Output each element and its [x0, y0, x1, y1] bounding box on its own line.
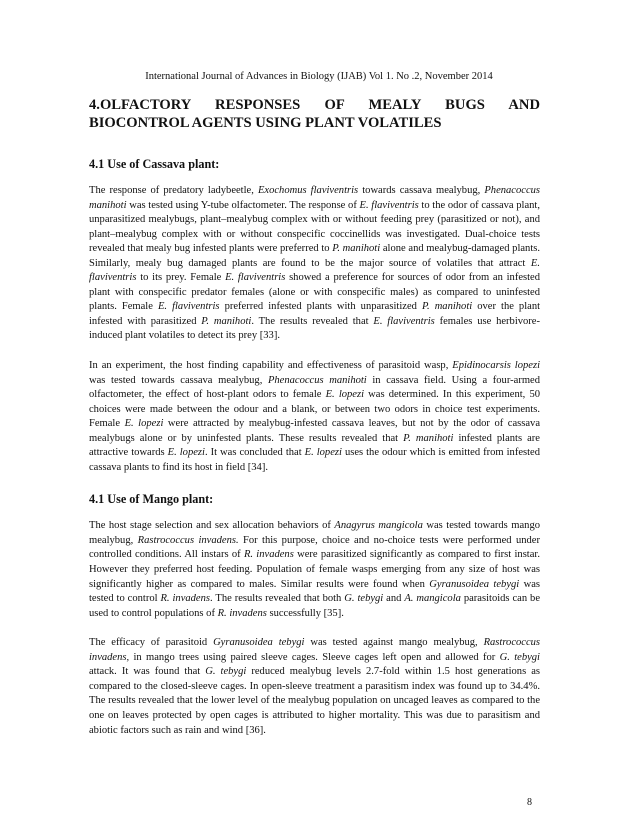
species-name: G. tebygi: [344, 593, 384, 605]
species-name: Phenacoccus manihoti: [267, 374, 367, 386]
species-name: Gyranusoidea tebygi: [429, 578, 520, 590]
species-name: E. flaviventris: [359, 199, 419, 211]
species-name: Phenacoccus manihoti: [89, 185, 540, 211]
species-name: E. flaviventris: [157, 301, 220, 313]
species-name: Anagyrus mangicola: [334, 520, 423, 532]
species-name: E. flaviventris: [225, 272, 286, 284]
species-name: Rastrococcus invadens.: [137, 534, 239, 546]
species-name: P. manihoti: [201, 315, 252, 327]
species-name: R. invadens: [217, 607, 267, 619]
species-name: P. manihoti: [421, 301, 473, 313]
subsection-title-mango: 4.1 Use of Mango plant:: [89, 492, 214, 507]
section-title: 4.OLFACTORY RESPONSES OF MEALY BUGS AND BIOCONTROL AGENTS USING PLANT VOLATILES: [89, 97, 540, 131]
paragraph: The host stage selection and sex allocation behaviors of Anagyrus mangicola was tested towards mango mealybug, Rastrococcus invadens. For this purpose, choice and no-choice tests were performed under controlled conditions. All instars of R. invadens were parasitized significantly as compared to first instar. However they preferred host feeding. Population of female wasps emerging from any size of host was significantly higher as compared to males. Similar results were found when Gyranusoidea tebygi was tested to control R. invadens. The results revealed that both G. tebygi and A. mangicola parasitoids can be used to control populations of R. invadens successfully [35].: [89, 520, 540, 619]
running-header: International Journal of Advances in Biology (IJAB) Vol 1. No .2, November 2014: [145, 71, 493, 82]
species-name: R. invadens: [243, 549, 294, 561]
species-name: P. manihoti: [403, 432, 454, 444]
species-name: E. lopezi: [325, 389, 365, 401]
species-name: E. lopezi: [124, 418, 164, 430]
species-name: E. lopezi: [167, 447, 205, 459]
species-name: A. mangicola: [404, 593, 461, 605]
species-name: P. manihoti: [332, 243, 381, 255]
page-body: [89, 96, 540, 738]
paragraph: In an experiment, the host finding capability and effectiveness of parasitoid wasp, Epidinocarsis lopezi was tested towards cassava mealybug, Phenacoccus manihoti in cassava field. Using a four-armed olfactometer, the effect of host-plant odors to female E. lopezi was determined. In this experiment, 50 choices were made between the odour and a blank, or between two odors in choice test experiments. Female E. lopezi were attracted by mealybug-infested cassava leaves, but not by the odor of cassava mealybugs alone or by uninfested plants. These results revealed that P. manihoti infested plants are attractive towards E. lopezi. It was concluded that E. lopezi uses the odour which is emitted from infested cassava plants to find its host in field [34].: [89, 360, 540, 473]
page-number: 8: [527, 797, 532, 808]
species-name: E. lopezi: [304, 447, 342, 459]
species-name: Exochomus flaviventris: [257, 185, 359, 196]
species-name: Gyranusoidea tebygi: [213, 637, 305, 649]
subsection-title-cassava: 4.1 Use of Cassava plant:: [89, 157, 220, 171]
species-name: G. tebygi: [499, 651, 540, 663]
species-name: Rastrococcus invadens,: [89, 637, 541, 663]
species-name: E. flaviventris: [373, 315, 435, 327]
paragraph: The response of predatory ladybeetle, Exochomus flaviventris towards cassava mealybug, Phenacoccus manihoti was tested using Y-tube olfactometer. The response of E. flaviventris to the odor of cassava plant, unparasitized mealybugs, plant–mealybug complex with or without feeding prey (parasitized or not), and plant–mealybug complex with or without conspecific coccinellids was investigated. Dual-choice tests revealed that mealy bug infested plants were preferred to P. manihoti alone and mealybug-damaged plants. Similarly, mealy bug damaged plants are found to be the major source of volatiles that attract E. flaviventris to its prey. Female E. flaviventris showed a preference for sources of odor from an infested plant with conspecific predator females (alone or with conspecific males) as compared to uninfested plants. Female E. flaviventris preferred infested plants with unparasitized P. manihoti over the plant infested with parasitized P. manihoti. The results revealed that E. flaviventris females use herbivore-induced plant volatiles to detect its prey [33].: [89, 185, 541, 342]
paragraph: The efficacy of parasitoid Gyranusoidea tebygi was tested against mango mealybug, Rastrococcus invadens, in mango trees using paired sleeve cages. Sleeve cages left open and allowed for G. tebygi attack. It was found that G. tebygi reduced mealybug levels 2.7-fold within 1.5 host generations as compared to the closed-sleeve cages. In open-sleeve treatment a parasitism index was found up to 34.4%. The results revealed that the lower level of the mealybug population on uncaged leaves as compared to the one on leaves protected by open cages is attributed to higher mortality. This was due to parasitism and abiotic factors such as rain and wind [36].: [89, 637, 541, 736]
species-name: E. flaviventris: [89, 257, 540, 284]
species-name: G. tebygi: [205, 666, 247, 678]
species-name: R. invadens: [160, 593, 210, 605]
species-name: Epidinocarsis lopezi: [452, 360, 540, 372]
